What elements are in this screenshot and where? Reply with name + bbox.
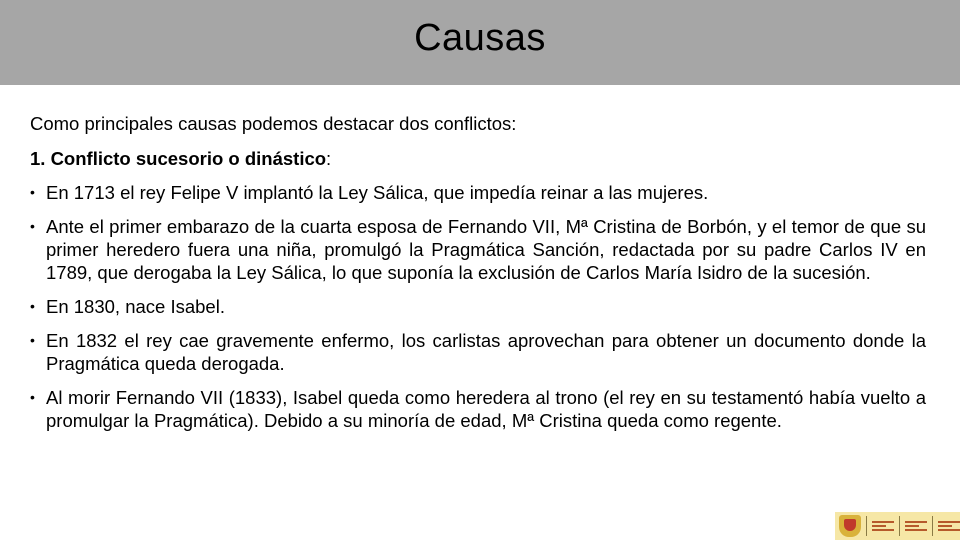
government-logo-icon bbox=[835, 512, 960, 540]
logo-text-graphic bbox=[872, 521, 894, 531]
bullet-icon: • bbox=[30, 218, 35, 234]
intro-text: Como principales causas podemos destacar dos conflictos: bbox=[30, 113, 517, 134]
slide-title: Causas bbox=[414, 17, 546, 59]
bullet-text: En 1830, nace Isabel. bbox=[46, 296, 225, 317]
logo-text-graphic bbox=[938, 521, 960, 531]
bullet-icon: • bbox=[30, 298, 35, 314]
bullet-item bbox=[30, 215, 926, 284]
title-bar bbox=[0, 0, 960, 85]
logo-divider bbox=[866, 516, 867, 536]
section-heading bbox=[30, 147, 926, 170]
bullet-item bbox=[30, 329, 926, 375]
bullet-item bbox=[30, 386, 926, 432]
logo-divider bbox=[899, 516, 900, 536]
bullet-text: En 1832 el rey cae gravemente enfermo, los carlistas aprovechan para obtener un documento donde la Pragmática queda derogada. bbox=[46, 330, 926, 374]
bullet-icon: • bbox=[30, 332, 35, 348]
bullet-item bbox=[30, 181, 926, 204]
section-heading-suffix: : bbox=[326, 148, 332, 169]
section-heading-label: 1. Conflicto sucesorio o dinástico bbox=[30, 148, 327, 169]
logo-text-graphic bbox=[905, 521, 927, 531]
bullet-text: Al morir Fernando VII (1833), Isabel queda como heredera al trono (el rey en su testamentó había vuelto a promulgar la Pragmática). Debido a su minoría de edad, Mª Cristina queda como regente. bbox=[46, 387, 926, 431]
bullet-item bbox=[30, 295, 926, 318]
bullet-text: Ante el primer embarazo de la cuarta esposa de Fernando VII, Mª Cristina de Borbón, y el temor de que su primer heredero fuera una niña, promulgó la Pragmática Sanción, redactada por su padre Carlos IV en 1789, que derogaba la Ley Sálica, lo que suponía la exclusión de Carlos María Isidro de la sucesión. bbox=[46, 216, 926, 283]
logo-divider bbox=[932, 516, 933, 536]
bullet-icon: • bbox=[30, 389, 35, 405]
coat-of-arms-icon bbox=[839, 515, 861, 537]
bullet-text: En 1713 el rey Felipe V implantó la Ley Sálica, que impedía reinar a las mujeres. bbox=[46, 182, 709, 203]
bullet-list bbox=[30, 181, 926, 432]
slide-content bbox=[30, 112, 926, 443]
bullet-icon: • bbox=[30, 184, 35, 200]
